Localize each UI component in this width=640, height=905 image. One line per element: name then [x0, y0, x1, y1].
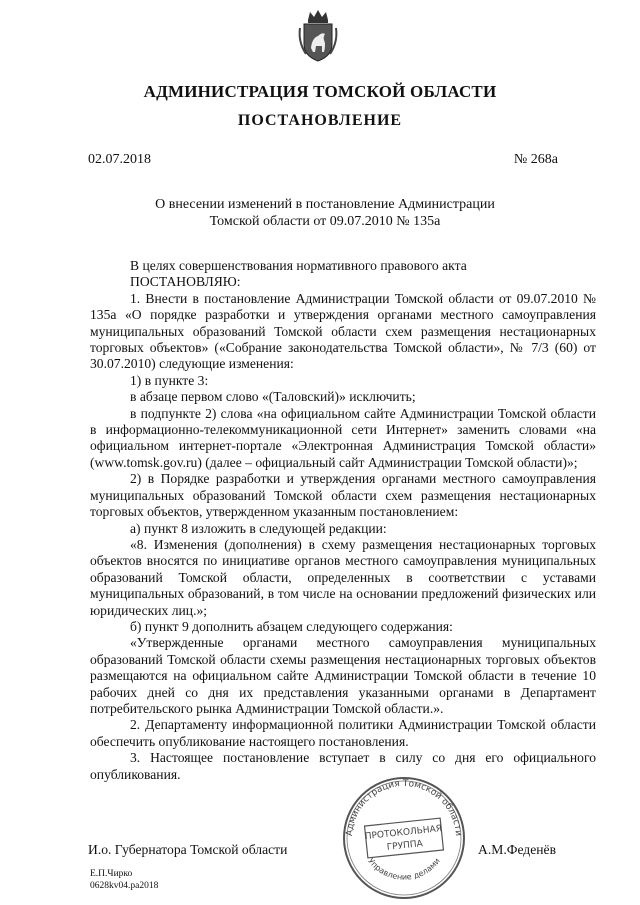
body-intro: В целях совершенствования нормативного правового акта	[130, 258, 467, 273]
body-paragraph: 3. Настоящее постановление вступает в силу со дня его официального опубликования.	[90, 750, 596, 782]
executor-name: Е.П.Чирко	[90, 869, 133, 879]
body-paragraph: 2. Департаменту информационной политики Администрации Томской области обеспечить опубликование настоящего постановления.	[90, 717, 596, 749]
document-date: 02.07.2018	[88, 152, 151, 167]
executor-info	[90, 868, 158, 892]
body-paragraph: в подпункте 2) слова «на официальном сайте Администрации Томской области в информационно-телекоммуникационной сети Интернет» заменить словами «на официальном интернет-портале «Электронная Администрация Томской области» (www.tomsk.gov.ru) (далее – официальный сайт Администрации Томской области)»;	[90, 405, 596, 470]
body-paragraph: 2) в Порядке разработки и утверждения органами местного самоуправления муниципальных образований Томской области схем размещения нестационарных торговых объектов, утвержденном указанным постановлением:	[90, 471, 596, 520]
signer-position: И.о. Губернатора Томской области	[88, 842, 288, 857]
stamp-bottom-text: Управление делами	[366, 856, 442, 882]
stamp-outer-text: Администрация Томской области	[344, 778, 464, 837]
body-paragraph: «Утвержденные органами местного самоуправления муниципальных образований Томской области схемы размещения нестационарных торговых объектов размещаются на официальном сайте Администрации Томской области в течение 10 рабочих дней со дня их представления указанными органами в Департамент потребительского рынка Администрации Томской области.».	[90, 635, 596, 716]
subject-line: О внесении изменений в постановление Администрации	[155, 197, 495, 212]
tomsk-coat-of-arms-icon	[296, 8, 340, 64]
body-paragraph: 1) в пункте 3:	[130, 372, 209, 388]
stamp-inner-line: ПРОТОКОЛЬНАЯ	[364, 824, 443, 843]
document-subject	[140, 196, 510, 230]
official-stamp	[336, 772, 472, 902]
body-paragraph: б) пункт 9 дополнить абзацем следующего содержания:	[130, 618, 453, 634]
organization-title: АДМИНИСТРАЦИЯ ТОМСКОЙ ОБЛАСТИ	[143, 82, 497, 101]
body-paragraph: «8. Изменения (дополнения) в схему размещения нестационарных торговых объектов вносятся по инициативе органов местного самоуправления муниципальных образований Томской области, определенных в соответствии с уставами муниципальных образований, в том числе на основании предложений физических или юридических лиц.»;	[90, 536, 596, 618]
body-paragraph: в абзаце первом слово «(Таловский)» исключить;	[130, 389, 416, 405]
body-paragraph: а) пункт 8 изложить в следующей редакции:	[130, 520, 387, 536]
document-type: ПОСТАНОВЛЕНИЕ	[237, 112, 403, 129]
body-resolve: ПОСТАНОВЛЯЮ:	[130, 274, 241, 290]
subject-line: Томской области от 09.07.2010 № 135а	[209, 214, 441, 229]
body-paragraph: 1. Внести в постановление Администрации Томской области от 09.07.2010 № 135а «О порядке разработки и утверждения органами местного самоуправления муниципальных образований Томской области схем размещения нестационарных торговых объектов» («Собрание законодательства Томской области», № 7/3 (60) от 30.07.2010) следующие изменения:	[90, 290, 596, 372]
executor-file: 0628kv04.pa2018	[90, 881, 159, 891]
stamp-inner-line: ГРУППА	[386, 839, 424, 853]
document-body	[90, 258, 596, 783]
signer-name: А.М.Феденёв	[478, 842, 556, 857]
document-number: № 268а	[513, 152, 558, 167]
